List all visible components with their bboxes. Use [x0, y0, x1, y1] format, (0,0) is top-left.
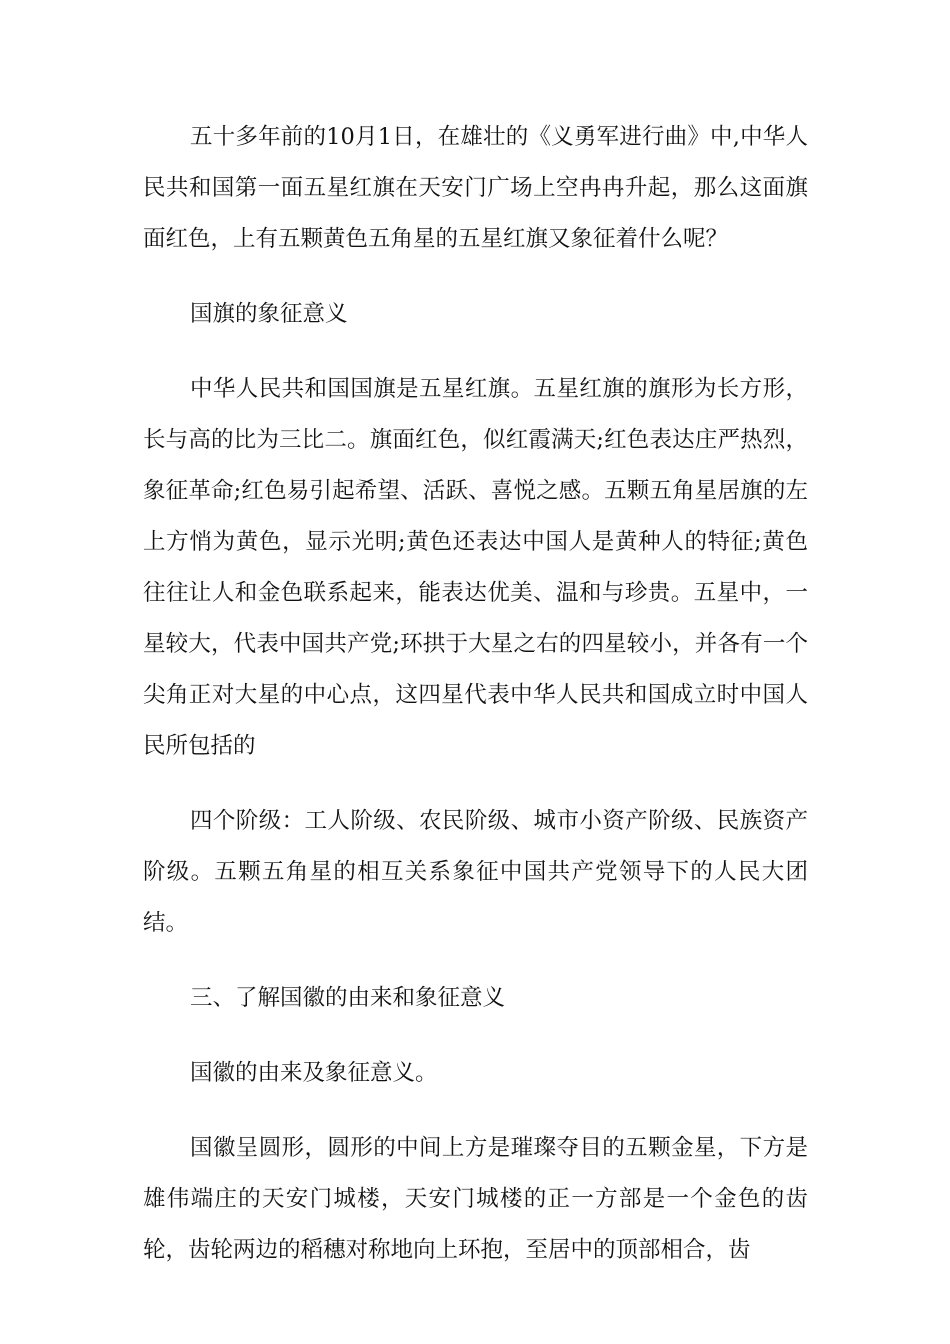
flag-meaning-heading: 国旗的象征意义	[190, 301, 348, 327]
flag-description-paragraph: 中华人民共和国国旗是五星红旗。五星红旗的旗形为长方形，长与高的比为三比二。旗面红色，似红霞满天;红色表达庄严热烈，象征革命;红色易引起希望、活跃、喜悦之感。五颗五角星居旗的左上方悄为黄色，显示光明;黄色还表达中国人是黄种人的特征;黄色往往让人和金色联系起来，能表达优美、温和与珍贵。五星中，一星较大，代表中国共产党;环拱于大星之右的四星较小，并各有一个尖角正对大星的中心点，这四星代表中华人民共和国成立时中国人民所包括的	[143, 376, 808, 759]
section-three-heading: 三、了解国徽的由来和象征意义	[190, 985, 506, 1011]
emblem-meaning-heading: 国徽的由来及象征意义。	[190, 1060, 438, 1086]
intro-paragraph: 五十多年前的10月1日，在雄壮的《义勇军进行曲》中,中华人民共和国第一面五星红旗在天安门广场上空冉冉升起，那么这面旗面红色，上有五颗黄色五角星的五星红旗又象征着什么呢？	[143, 124, 808, 252]
four-classes-paragraph: 四个阶级：工人阶级、农民阶级、城市小资产阶级、民族资产阶级。五颗五角星的相互关系象征中国共产党领导下的人民大团结。	[143, 808, 808, 936]
document-body	[143, 112, 808, 1300]
emblem-description-paragraph: 国徽呈圆形，圆形的中间上方是璀璨夺目的五颗金星，下方是雄伟端庄的天安门城楼，天安门城楼的正一方部是一个金色的齿轮，齿轮两边的稻穗对称地向上环抱，至居中的顶部相合，齿	[143, 1135, 808, 1263]
